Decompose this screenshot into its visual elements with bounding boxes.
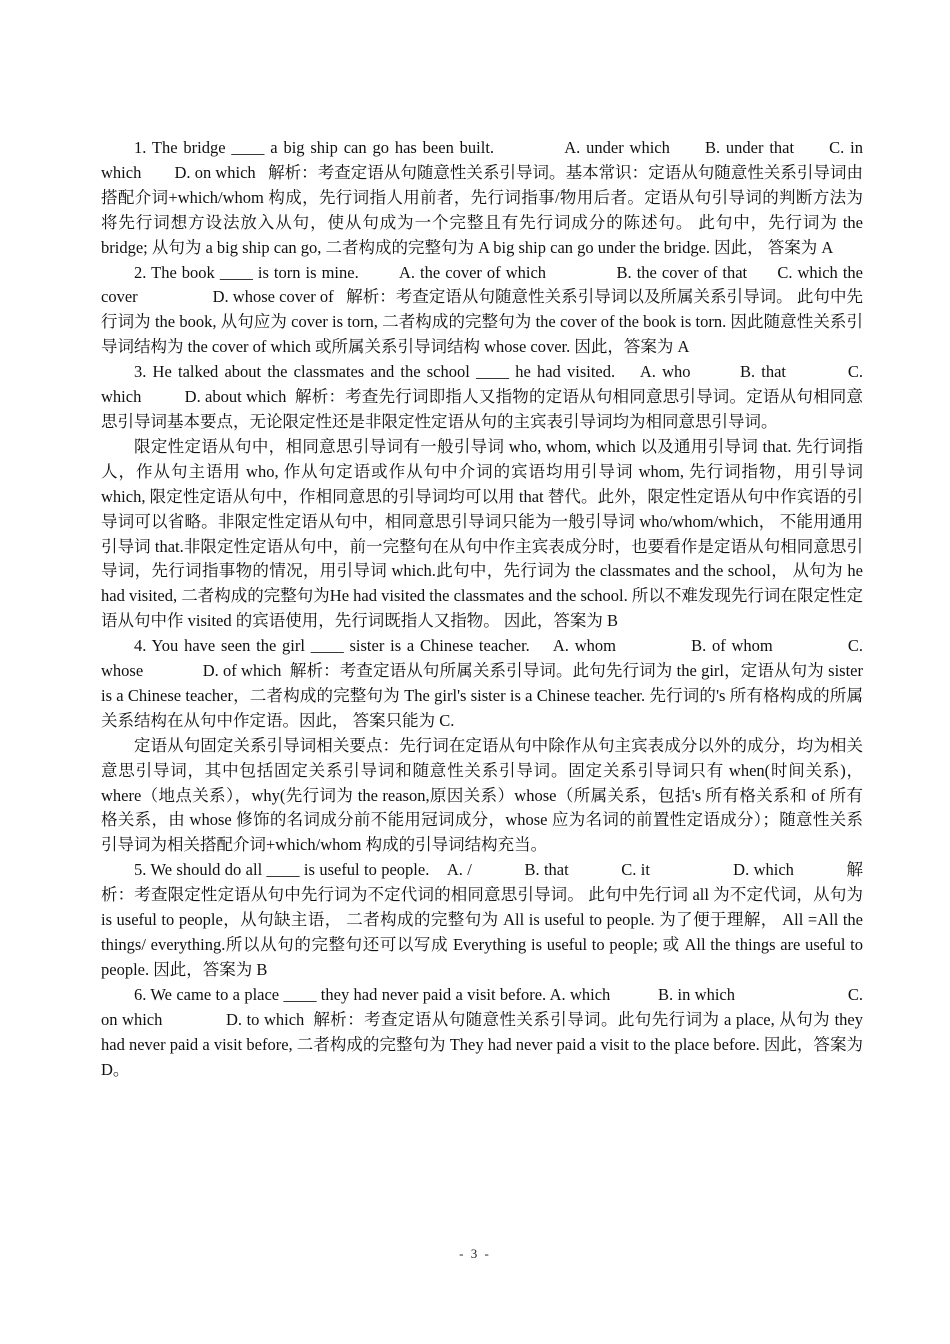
explanation-paragraph-fixed-relatives: 定语从句固定关系引导词相关要点：先行词在定语从句中除作从句主宾表成分以外的成分，均为相关意思引导词，其中包括固定关系引导词和随意性关系引导词。固定关系引导词只有 when(时间关系)，where（地点关系），why(先行词为 the reason,原因关系）whose（所属关系，包括's 所有格关系和 of 所有格关系，由 whose 修饰的名词成分前不能用冠词成分，whose 应为名词的前置性定语成分）；随意性关系引导词为相关搭配介词+which/whom 构成的引导词结构充当。: [101, 735, 863, 855]
explanation-paragraph-restrictive-clause: 限定性定语从句中，相同意思引导词有一般引导词 who, whom, which 以及通用引导词 that. 先行词指人，作从句主语用 who, 作从句定语或作从句中介词的宾语均用引导词 whom, 先行词指物，用引导词 which, 限定性定语从句中，作相同意思的引导词均可以用 that 替代。此外，限定性定语从句中作宾语的引导词可以省略。非限定性定语从句中，相同意思引导词只能为一般引导词 who/whom/which， 不能用通用引导词 that.非限定性定语从句中，前一完整句在从句中作主宾表成分时，也要看作是定语从句相同意思引导词，先行词指事物的情况，用引导词 which.此句中，先行词为 the classmates and the school， 从句为 he had visited, 二者构成的完整句为He had visited the classmates and the school. 所以不难发现先行词在限定性定语从句中作 visited 的宾语使用，先行词既指人又指物。 因此，答案为 B: [101, 436, 863, 631]
question-3-paragraph: 3. He talked about the classmates and the school ____ he had visited. A. who B. that C. which D. about which 解析：考查先行词即指人又指物的定语从句相同意思引导词。定语从句相同意思引导词基本要点，无论限定性还是非限定性定语从句的主宾表引导词均为相同意思引导词。: [101, 362, 863, 431]
question-6-paragraph: 6. We came to a place ____ they had never paid a visit before. A. which B. in which C. on which D. to which 解析：考查定语从句随意性关系引导词。此句先行词为 a place, 从句为 they had never paid a visit before, 二者构成的完整句为 They had never paid a visit to the place before. 因此，答案为 D。: [101, 984, 863, 1079]
question-5-paragraph: 5. We should do all ____ is useful to people. A. / B. that C. it D. which 解析：考查限定性定语从句中先行词为不定代词的相同意思引导词。 此句中先行词 all 为不定代词，从句为 is useful to people，从句缺主语， 二者构成的完整句为 All is useful to people. 为了便于理解， All =All the things/ everything.所以从句的完整句还可以写成 Everything is useful to people; 或 All the things are useful to people. 因此，答案为 B: [101, 860, 863, 979]
question-1-paragraph: 1. The bridge ____ a big ship can go has been built. A. under which B. under that C. in which D. on which 解析：考查定语从句随意性关系引导词。基本常识：定语从句随意性关系引导词由搭配介词+which/whom 构成，先行词指人用前者，先行词指事/物用后者。定语从句引导词的判断方法为将先行词想方设法放入从句，使从句成为一个完整且有先行词成分的陈述句。 此句中，先行词为 the bridge; 从句为 a big ship can go, 二者构成的完整句为 A big ship can go under the bridge. 因此， 答案为 A: [101, 138, 863, 257]
question-4-paragraph: 4. You have seen the girl ____ sister is a Chinese teacher. A. whom B. of whom C. whose D. of which 解析：考查定语从句所属关系引导词。此句先行词为 the girl，定语从句为 sister is a Chinese teacher，二者构成的完整句为 The girl's sister is a Chinese teacher. 先行词的's 所有格构成的所属关系结构在从句中作定语。因此， 答案只能为 C.: [101, 636, 863, 730]
question-2-paragraph: 2. The book ____ is torn is mine. A. the cover of which B. the cover of that C. which the cover D. whose cover of 解析：考查定语从句随意性关系引导词以及所属关系引导词。 此句中先行词为 the book, 从句应为 cover is torn, 二者构成的完整句为 the cover of the book is torn. 因此随意性关系引导词结构为 the cover of which 或所属关系引导词结构 whose cover. 因此，答案为 A: [101, 262, 863, 357]
page-number: - 3 -: [459, 1246, 491, 1261]
document-body: [101, 136, 863, 1082]
